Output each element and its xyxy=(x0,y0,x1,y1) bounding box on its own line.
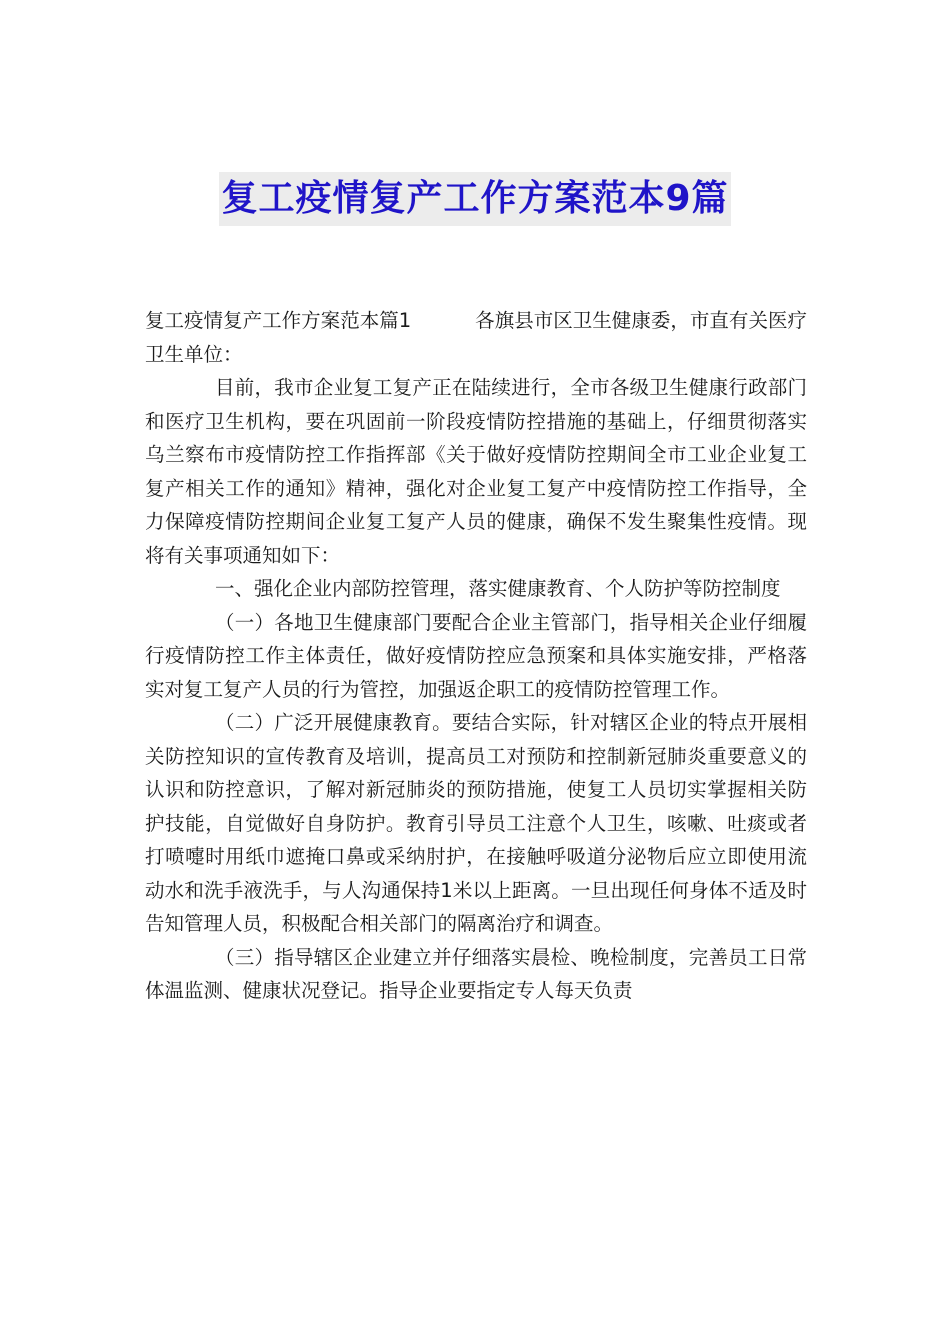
paragraph-section-one: 一、强化企业内部防控管理，落实健康教育、个人防护等防控制度 xyxy=(215,577,781,600)
salutation: 各旗县市区卫生健康委，市直有关医疗卫生单位： xyxy=(145,309,807,366)
title-container xyxy=(0,172,950,226)
paragraph-item-two: （二）广泛开展健康教育。要结合实际，针对辖区企业的特点开展相关防控知识的宣传教育及培训，提高员工对预防和控制新冠肺炎重要意义的认识和防控意识，了解对新冠肺炎的预防措施，使复工人员切实掌握相关防护技能，自觉做好自身防护。教育引导员工注意个人卫生，咳嗽、吐痰或者打喷嚏时用纸巾遮掩口鼻或采纳肘护，在接触呼吸道分泌物后应立即使用流动水和洗手液洗手，与人沟通保持1米以上距离。一旦出现任何身体不适及时告知管理人员，积极配合相关部门的隔离治疗和调查。 xyxy=(145,711,807,935)
opening-line xyxy=(145,304,807,371)
paragraph-item-three: （三）指导辖区企业建立并仔细落实晨检、晚检制度，完善员工日常体温监测、健康状况登记。指导企业要指定专人每天负责 xyxy=(145,945,807,1002)
document-body xyxy=(145,304,807,1008)
section-heading: 复工疫情复产工作方案范本篇1 xyxy=(145,309,412,332)
paragraph-item-one: （一）各地卫生健康部门要配合企业主管部门，指导相关企业仔细履行疫情防控工作主体责任，做好疫情防控应急预案和具体实施安排，严格落实对复工复产人员的行为管控，加强返企职工的疫情防控管理工作。 xyxy=(145,610,807,701)
paragraph-intro: 目前，我市企业复工复产正在陆续进行，全市各级卫生健康行政部门和医疗卫生机构，要在巩固前一阶段疫情防控措施的基础上，仔细贯彻落实乌兰察布市疫情防控工作指挥部《关于做好疫情防控期间全市工业企业复工复产相关工作的通知》精神，强化对企业复工复产中疫情防控工作指导，全力保障疫情防控期间企业复工复产人员的健康，确保不发生聚集性疫情。现将有关事项通知如下： xyxy=(145,376,807,567)
document-title: 复工疫情复产工作方案范本9篇 xyxy=(219,172,730,226)
